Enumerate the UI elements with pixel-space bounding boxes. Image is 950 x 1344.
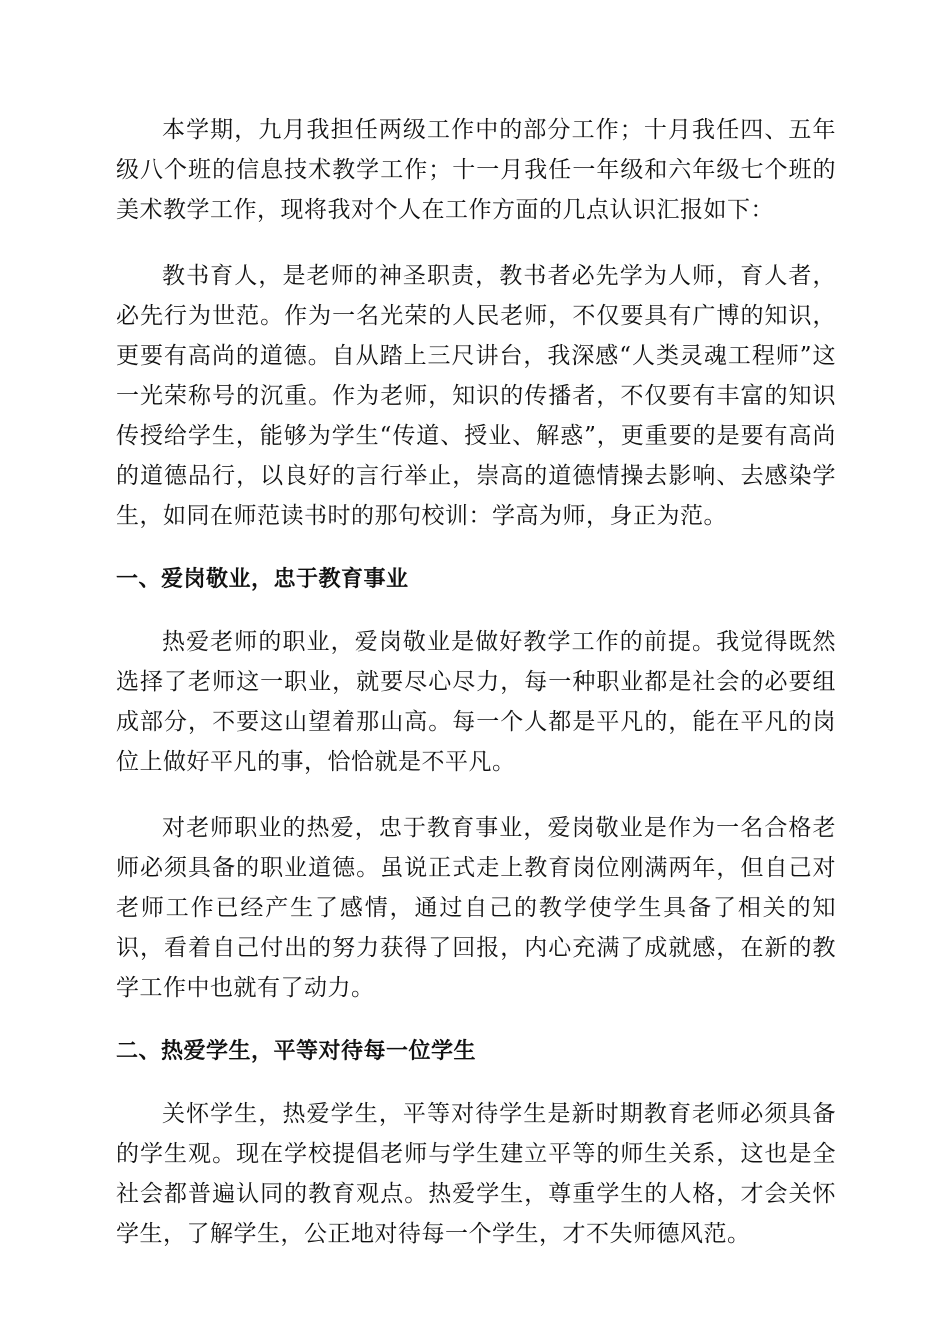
document-body [116, 110, 836, 1280]
section-heading-2: 二、热爱学生，平等对待每一位学生 [116, 1039, 477, 1064]
ethics-paragraph: 教书育人，是老师的神圣职责，教书者必先学为人师，育人者，必先行为世范。作为一名光荣的人民老师，不仅要具有广博的知识，更要有高尚的道德。自从踏上三尺讲台，我深感“人类灵魂工程师”这一光荣称号的沉重。作为老师，知识的传播者，不仅要有丰富的知识传授给学生，能够为学生“传道、授业、解惑”，更重要的是要有高尚的道德品行，以良好的言行举止，崇高的道德情操去影响、去感染学生，如同在师范读书时的那句校训：学高为师，身正为范。 [116, 263, 836, 529]
section-heading-1: 一、爱岗敬业，忠于教育事业 [116, 567, 409, 592]
section1-paragraph-1: 热爱老师的职业，爱岗敬业是做好教学工作的前提。我觉得既然选择了老师这一职业，就要尽心尽力，每一种职业都是社会的必要组成部分，不要这山望着那山高。每一个人都是平凡的，能在平凡的岗位上做好平凡的事，恰恰就是不平凡。 [116, 629, 836, 775]
section1-paragraph-2: 对老师职业的热爱，忠于教育事业，爱岗敬业是作为一名合格老师必须具备的职业道德。虽说正式走上教育岗位刚满两年，但自己对老师工作已经产生了感情，通过自己的教学使学生具备了相关的知识，看着自己付出的努力获得了回报，内心充满了成就感，在新的教学工作中也就有了动力。 [116, 815, 836, 1001]
section2-paragraph-1: 关怀学生，热爱学生，平等对待学生是新时期教育老师必须具备的学生观。现在学校提倡老师与学生建立平等的师生关系，这也是全社会都普遍认同的教育观点。热爱学生，尊重学生的人格，才会关怀学生，了解学生，公正地对待每一个学生，才不失师德风范。 [116, 1101, 836, 1247]
intro-paragraph: 本学期，九月我担任两级工作中的部分工作；十月我任四、五年级八个班的信息技术教学工作；十一月我任一年级和六年级七个班的美术教学工作，现将我对个人在工作方面的几点认识汇报如下： [116, 117, 836, 223]
